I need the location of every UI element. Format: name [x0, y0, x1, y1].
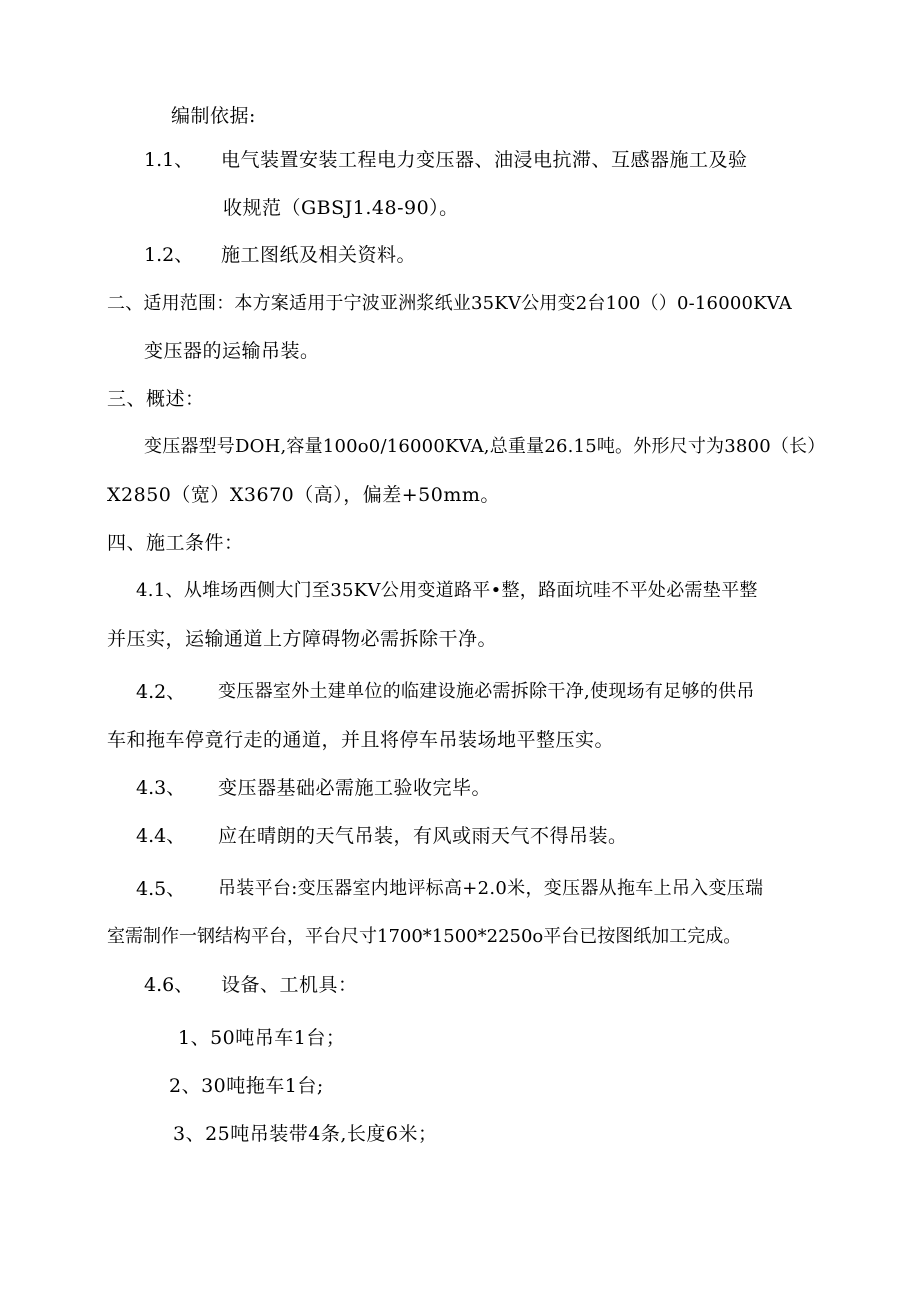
condition-4-2-number: 4.2、	[136, 681, 186, 703]
condition-4-4-text: 应在晴朗的天气吊装，有风或雨天气不得吊装。	[218, 825, 628, 847]
condition-4-5-number: 4.5、	[136, 878, 186, 900]
condition-4-1-line-2: 并压实，运输通道上方障碍物必需拆除干净。	[107, 628, 498, 650]
condition-4-3-number: 4.3、	[136, 777, 186, 799]
scope-line-1: 二、适用范围：本方案适用于宁波亚洲浆纸业35KV公用变2台100（）0-16000KVA	[107, 293, 792, 314]
item-1-1-number: 1.1、	[144, 149, 194, 171]
condition-4-2-line-2: 车和拖车停竟行走的通道，并且将停车吊装场地平整压实。	[107, 729, 615, 751]
condition-4-4-number: 4.4、	[136, 825, 186, 847]
equipment-item-2: 2、30吨拖车1台;	[169, 1075, 324, 1097]
overview-line-2: X2850（宽）X3670（高），偏差+50mm。	[107, 484, 500, 506]
overview-line-1: 变压器型号DOH,容量100o0/16000KVA,总重量26.15吨。外形尺寸为3800（长）	[144, 436, 826, 457]
condition-4-5-line-1: 吊装平台:变压器室内地评标高+2.0米，变压器从拖车上吊入变压瑞	[218, 878, 764, 899]
item-1-2-text: 施工图纸及相关资料。	[221, 244, 417, 266]
condition-4-2-line-1: 变压器室外土建单位的临建设施必需拆除干净,使现场有足够的供吊	[218, 681, 755, 702]
equipment-item-3: 3、25吨吊装带4条,长度6米；	[173, 1123, 438, 1145]
item-1-1-text-continued: 收规范（GBSJ1.48-90）。	[223, 197, 459, 219]
condition-4-6-number: 4.6、	[144, 974, 194, 996]
condition-4-5-line-2: 室需制作一钢结构平台，平台尺寸1700*1500*2250o平台已按图纸加工完成。	[107, 926, 742, 947]
equipment-item-1: 1、50吨吊车1台；	[178, 1027, 346, 1049]
condition-4-1-line-1: 4.1、从堆场西侧大门至35KV公用变道路平•整，路面坑哇不平处必需垫平整	[136, 580, 758, 601]
condition-4-6-text: 设备、工机具：	[221, 974, 358, 996]
item-1-1-text: 电气装置安装工程电力变压器、油浸电抗滞、互感器施工及验	[221, 149, 748, 171]
basis-heading: 编制依据:	[171, 105, 256, 127]
item-1-2-number: 1.2、	[144, 244, 194, 266]
overview-heading: 三、概述：	[107, 388, 205, 410]
conditions-heading: 四、施工条件：	[107, 532, 244, 554]
scope-line-2: 变压器的运输吊装。	[144, 340, 320, 362]
condition-4-3-text: 变压器基础必需施工验收完毕。	[218, 777, 492, 799]
